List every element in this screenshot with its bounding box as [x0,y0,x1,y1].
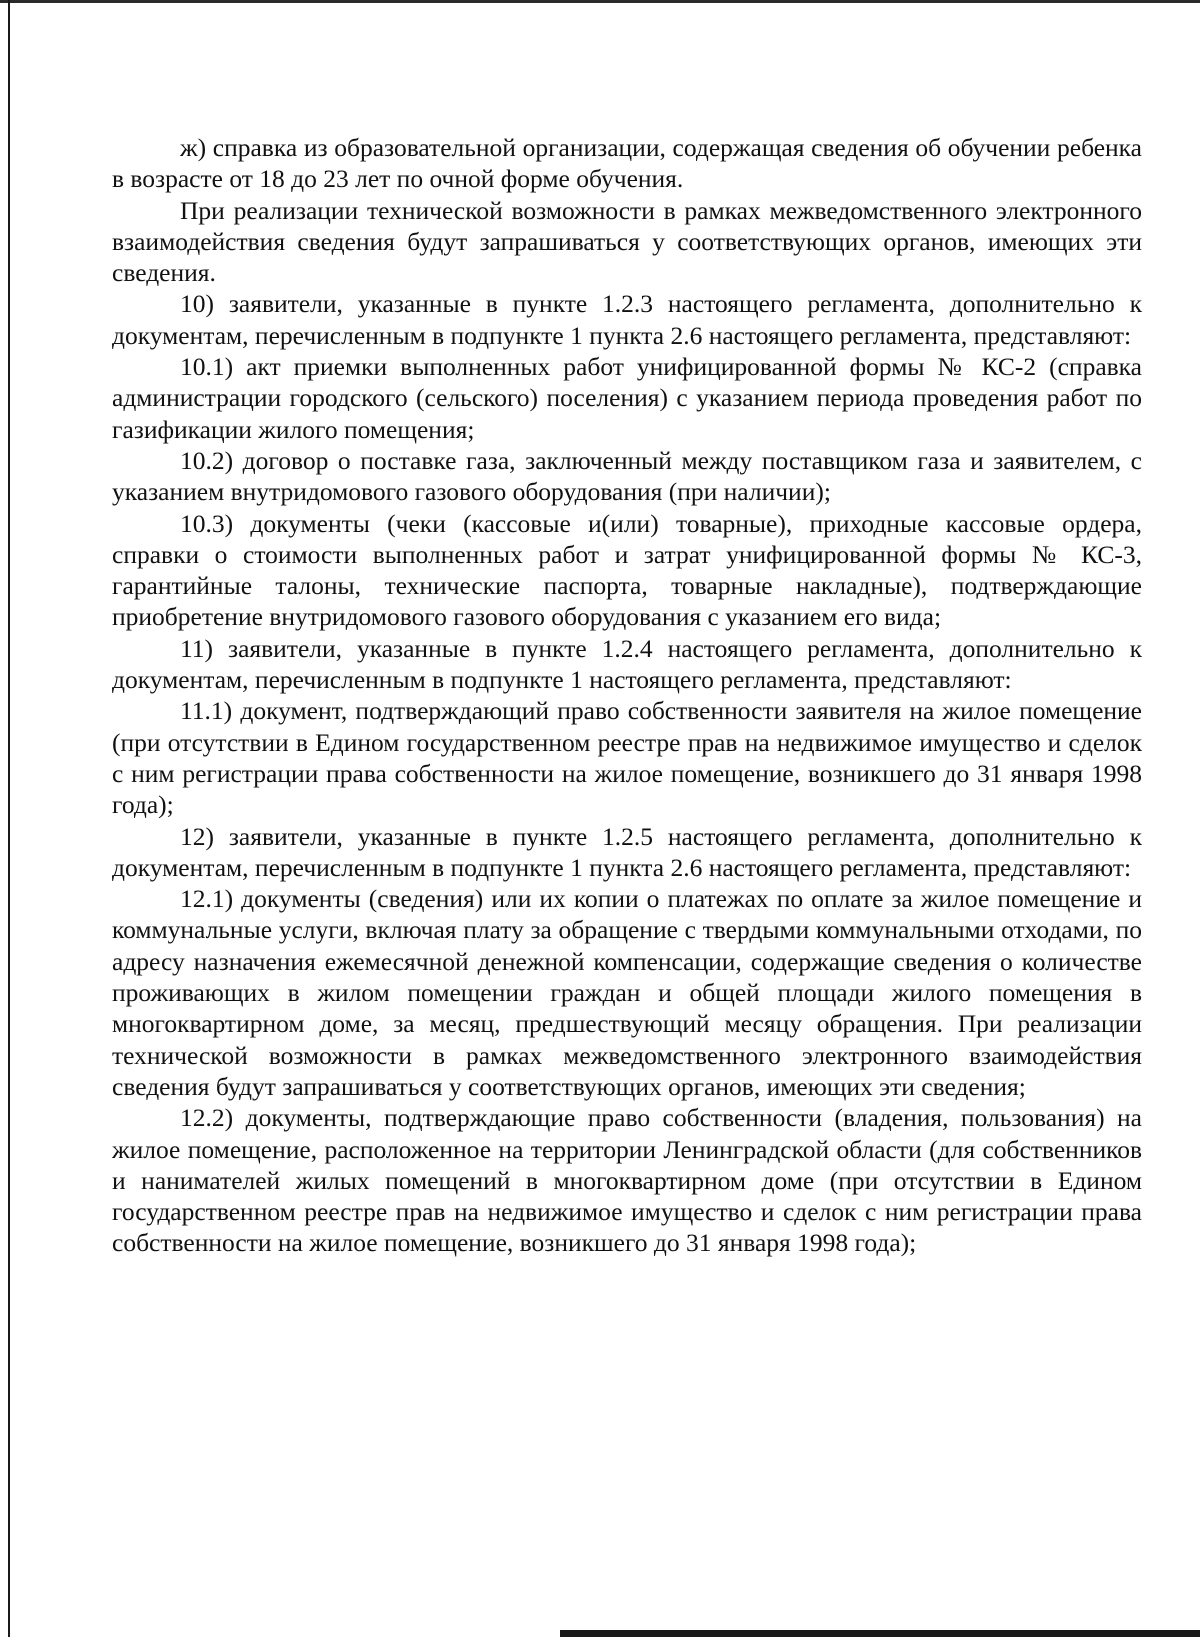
paragraph-item-10-3: 10.3) документы (чеки (кассовые и(или) товарные), приходные кассовые ордера, справки о стоимости выполненных работ и затрат унифицированной формы № КС-3, гарантийные талоны, технические паспорта, товарные накладные), подтверждающие приобретение внутридомового газового оборудования с указанием его вида; [112,508,1142,632]
paragraph-item-10-2: 10.2) договор о поставке газа, заключенный между поставщиком газа и заявителем, с указанием внутридомового газового оборудования (при наличии); [112,445,1142,507]
paragraph-item-10: 10) заявители, указанные в пункте 1.2.3 настоящего регламента, дополнительно к документам, перечисленным в подпункте 1 пункта 2.6 настоящего регламента, представляют: [112,289,1142,350]
paragraph-item-10-1: 10.1) акт приемки выполненных работ унифицированной формы № КС-2 (справка администрации городского (сельского) поселения) с указанием периода проведения работ по газификации жилого помещения; [112,352,1142,444]
paragraph-item-11: 11) заявители, указанные в пункте 1.2.4 настоящего регламента, дополнительно к документам, перечисленным в подпункте 1 настоящего регламента, представляют: [112,633,1142,695]
document-body [112,132,1142,1259]
paragraph-item-11-1: 11.1) документ, подтверждающий право собственности заявителя на жилое помещение (при отсутствии в Едином государственном реестре прав на недвижимое имущество и сделок с ним регистрации права собственности на жилое помещение, возникшего до 31 января 1998 года); [112,696,1142,820]
scan-edge-left [8,0,10,1637]
paragraph-item-12-2: 12.2) документы, подтверждающие право собственности (владения, пользования) на жилое помещение, расположенное на территории Ленинградской области (для собственников и нанимателей жилых помещений в многоквартирном доме (при отсутствии в Едином государственном реестре прав на недвижимое имущество и сделок с ним регистрации права собственности на жилое помещение, возникшего до 31 января 1998 года); [112,1103,1142,1258]
paragraph-interagency-note-1: При реализации технической возможности в рамках межведомственного электронного взаимодействия сведения будут запрашиваться у соответствующих органов, имеющих эти сведения. [112,195,1142,288]
scan-edge-bottom [560,1630,1200,1637]
scan-edge-top [0,0,1200,3]
paragraph-zh-certificate: ж) справка из образовательной организации, содержащая сведения об обучении ребенка в возрасте от 18 до 23 лет по очной форме обучения. [112,133,1142,194]
paragraph-item-12: 12) заявители, указанные в пункте 1.2.5 настоящего регламента, дополнительно к документам, перечисленным в подпункте 1 пункта 2.6 настоящего регламента, представляют: [112,821,1142,882]
paragraph-item-12-1: 12.1) документы (сведения) или их копии о платежах по оплате за жилое помещение и коммунальные услуги, включая плату за обращение с твердыми коммунальными отходами, по адресу назначения ежемесячной денежной компенсации, содержащие сведения о количестве проживающих в жилом помещении граждан и общей площади жилого помещения в многоквартирном доме, за месяц, предшествующий месяцу обращения. При реализации технической возможности в рамках межведомственного электронного взаимодействия сведения будут запрашиваться у соответствующих органов, имеющих эти сведения; [112,884,1142,1101]
